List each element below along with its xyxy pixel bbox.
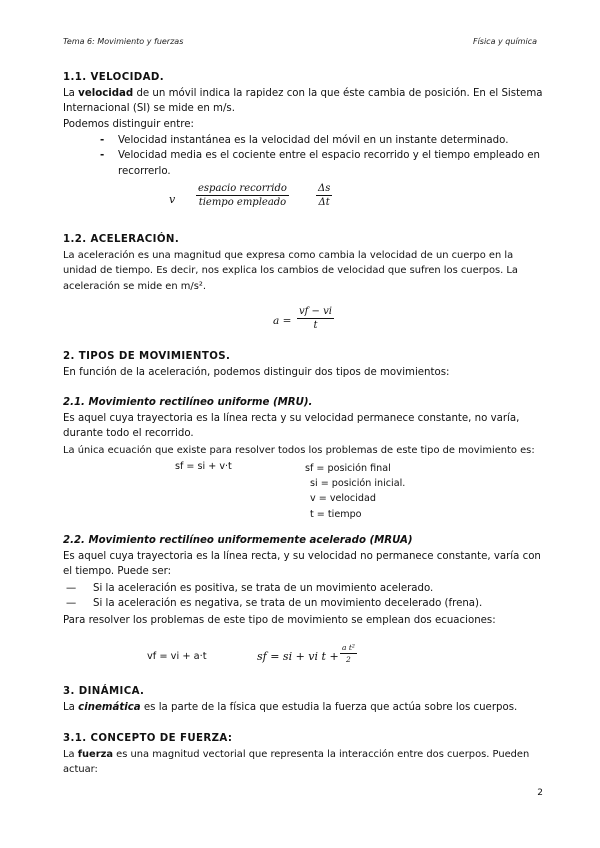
formula-a-lhs: a =	[273, 315, 292, 327]
section-title: VELOCIDAD.	[90, 72, 165, 83]
list-item	[100, 148, 545, 179]
bullet-mark: -	[100, 135, 105, 146]
page-number: 2	[537, 788, 543, 798]
formula-delta-fraction	[316, 183, 332, 208]
fraction-numerator: Δs	[318, 183, 331, 194]
list-item-text: Si la aceleración es negativa, se trata de un movimiento decelerado (frena).	[93, 598, 483, 610]
list-item	[66, 581, 546, 596]
list-item-text: Velocidad instantánea es la velocidad del móvil en un instante determinado.	[118, 135, 509, 146]
subsection-heading-mrua: 2.2. Movimiento rectilíneo uniformemente acelerado (MRUA)	[63, 535, 413, 546]
mrua-position-fraction	[340, 643, 357, 664]
aceleracion-paragraph: La aceleración es una magnitud que expresa como cambia la velocidad de un cuerpo en la unidad de tiempo. Es decir, nos explica los cambios de velocidad que sufren los cuerpos. La aceleración se mide en m/s².	[63, 250, 518, 292]
section-heading-aceleracion	[63, 232, 543, 247]
legend-item: v = velocidad	[310, 493, 376, 505]
header-right: Física y química	[472, 37, 537, 46]
text-run: es una magnitud vectorial que representa la interacción entre dos cuerpos. Pueden actuar:	[63, 749, 530, 776]
mru-paragraph: Es aquel cuya trayectoria es la línea recta y su velocidad permanece constante, no varía, durante todo el recorrido.	[63, 413, 520, 440]
fraction-denominator: t	[297, 318, 334, 331]
fraction-numerator: vf − vi	[299, 306, 332, 317]
formula-velocidad-fraction	[196, 183, 289, 208]
term-fuerza: fuerza	[77, 749, 114, 760]
legend-item: si = posición inicial.	[310, 478, 406, 490]
dash-mark: —	[66, 598, 77, 610]
section-heading-fuerza	[63, 731, 543, 746]
mrua-equation-velocity: vf = vi + a·t	[147, 651, 207, 662]
text-run: es la parte de la física que estudia la fuerza que actúa sobre los cuerpos.	[140, 702, 518, 713]
fuerza-paragraph	[63, 747, 543, 778]
fraction-denominator: 2	[340, 653, 357, 664]
text-run: La	[63, 88, 79, 99]
mrua-equations-intro: Para resolver los problemas de este tipo de movimiento se emplean dos ecuaciones:	[63, 615, 496, 626]
formula-aceleracion-fraction	[297, 306, 334, 331]
mru-equation: sf = si + v·t	[175, 461, 232, 472]
dinamica-paragraph	[63, 700, 543, 715]
section-title: CONCEPTO DE FUERZA:	[90, 733, 233, 744]
section-heading-velocidad	[63, 70, 543, 85]
fraction-numerator: espacio recorrido	[198, 183, 287, 194]
section-number: 1.2.	[63, 234, 87, 245]
section-title: DINÁMICA.	[78, 686, 145, 697]
bullet-mark: -	[100, 150, 105, 162]
section-title: ACELERACIÓN.	[90, 234, 180, 245]
mru-legend	[305, 461, 405, 522]
header-left: Tema 6: Movimiento y fuerzas	[63, 37, 184, 46]
section-number: 3.1.	[63, 733, 87, 744]
list-item	[66, 596, 546, 611]
list-item	[100, 133, 545, 148]
mrua-equation-position: sf = si + vi t +	[257, 650, 339, 663]
fraction-denominator: tiempo empleado	[196, 195, 289, 208]
legend-item: t = tiempo	[310, 508, 362, 520]
subsection-heading-mru: 2.1. Movimiento rectilíneo uniforme (MRU).	[63, 397, 313, 408]
list-item-text: Si la aceleración es positiva, se trata de un movimiento acelerado.	[93, 583, 434, 594]
velocidad-bullet-list	[100, 133, 545, 179]
section-number: 1.1.	[63, 72, 87, 83]
list-item-text: Velocidad media es el cociente entre el espacio recorrido y el tiempo empleado en recorrerlo.	[118, 150, 540, 177]
text-run: Podemos distinguir entre:	[63, 118, 194, 130]
mru-equation-intro: La única ecuación que existe para resolver todos los problemas de este tipo de movimiento es:	[63, 445, 535, 456]
legend-item: sf = posición final	[305, 463, 391, 474]
section-heading-dinamica	[63, 684, 543, 699]
text-run: La	[63, 749, 78, 760]
formula-v-lhs: v	[169, 193, 176, 206]
fraction-denominator: Δt	[316, 195, 332, 208]
section-number: 3.	[63, 686, 75, 697]
velocidad-paragraph	[63, 86, 543, 132]
text-run: de un móvil indica la rapidez con la que éste cambia de posición. En el Sistema	[133, 88, 543, 99]
section-number: 2.	[63, 351, 75, 362]
section-heading-tipos	[63, 349, 543, 364]
tipos-paragraph: En función de la aceleración, podemos distinguir dos tipos de movimientos:	[63, 367, 450, 378]
term-cinematica: cinemática	[78, 702, 141, 713]
mrua-dash-list	[66, 581, 546, 612]
section-title: TIPOS DE MOVIMIENTOS.	[78, 351, 231, 362]
dash-mark: —	[66, 583, 77, 594]
text-run: Internacional (SI) se mide en m/s.	[63, 103, 235, 115]
fraction-numerator: a t²	[342, 643, 355, 652]
text-run: La	[63, 702, 79, 713]
mrua-paragraph: Es aquel cuya trayectoria es la línea recta, y su velocidad no permanece constante, varía con el tiempo. Puede ser:	[63, 551, 541, 578]
term-velocidad: velocidad	[78, 88, 134, 99]
